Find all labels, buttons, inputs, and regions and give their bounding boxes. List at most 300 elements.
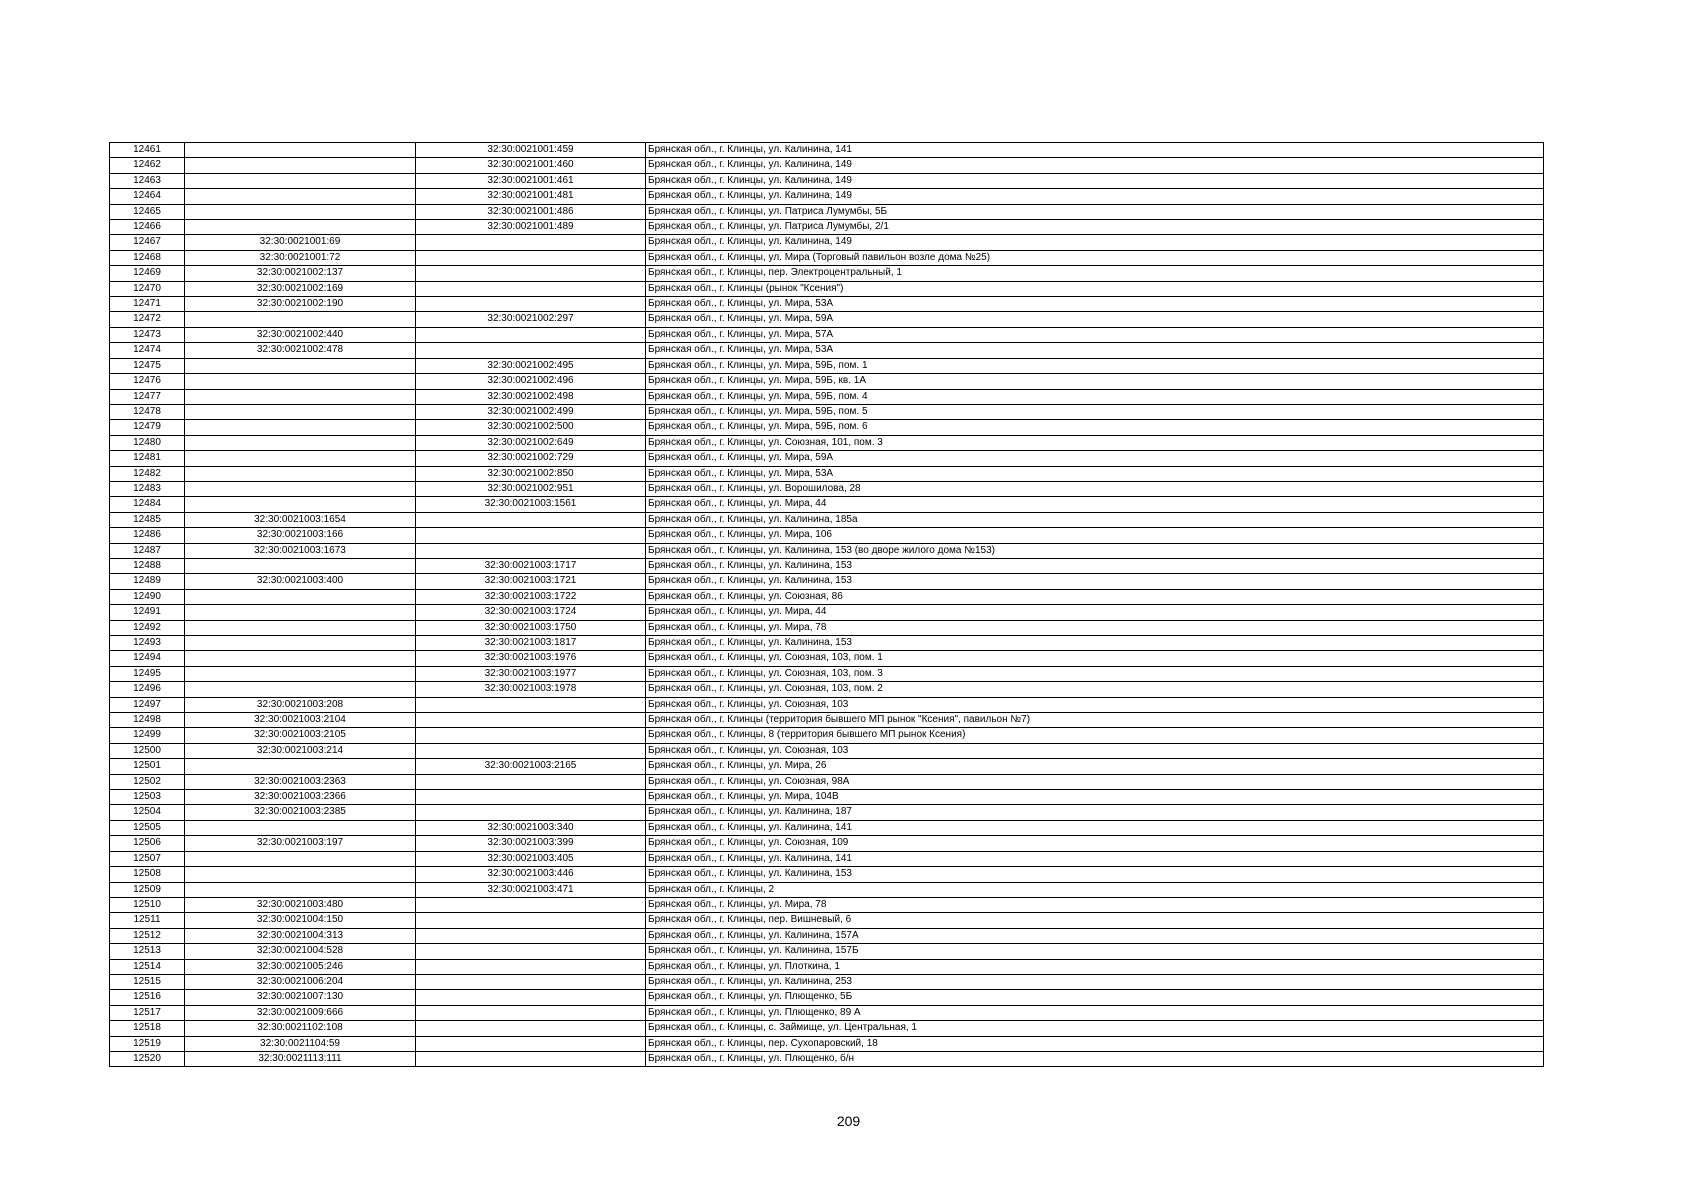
- address-cell: Брянская обл., г. Клинцы, ул. Союзная, 86: [646, 589, 1544, 604]
- table-row: [110, 281, 1544, 296]
- table-row: [110, 143, 1544, 158]
- row-number-cell: 12479: [110, 420, 185, 435]
- cadastral-number-cell: [185, 389, 416, 404]
- address-cell: Брянская обл., г. Клинцы, ул. Союзная, 103: [646, 697, 1544, 712]
- cadastral-number-cell: 32:30:0021113:111: [185, 1051, 416, 1066]
- table-row: [110, 451, 1544, 466]
- cadastral-number-alt-cell: 32:30:0021001:489: [416, 220, 646, 235]
- row-number-cell: 12511: [110, 913, 185, 928]
- address-cell: Брянская обл., г. Клинцы, ул. Мира, 78: [646, 897, 1544, 912]
- row-number-cell: 12480: [110, 435, 185, 450]
- address-cell: Брянская обл., г. Клинцы, ул. Мира (Торговый павильон возле дома №25): [646, 250, 1544, 265]
- cadastral-number-alt-cell: [416, 266, 646, 281]
- row-number-cell: 12486: [110, 528, 185, 543]
- row-number-cell: 12475: [110, 358, 185, 373]
- address-cell: Брянская обл., г. Клинцы, ул. Калинина, 149: [646, 158, 1544, 173]
- address-cell: Брянская обл., г. Клинцы, ул. Калинина, 153 (во дворе жилого дома №153): [646, 543, 1544, 558]
- cadastral-number-cell: [185, 189, 416, 204]
- address-cell: Брянская обл., г. Клинцы, ул. Мира, 59Б, пом. 4: [646, 389, 1544, 404]
- cadastral-number-cell: 32:30:0021102:108: [185, 1021, 416, 1036]
- address-cell: Брянская обл., г. Клинцы, ул. Мира, 59Б, пом. 6: [646, 420, 1544, 435]
- row-number-cell: 12507: [110, 851, 185, 866]
- address-cell: Брянская обл., г. Клинцы (рынок "Ксения"): [646, 281, 1544, 296]
- row-number-cell: 12484: [110, 497, 185, 512]
- address-cell: Брянская обл., г. Клинцы, ул. Калинина, 157Б: [646, 944, 1544, 959]
- address-cell: Брянская обл., г. Клинцы, ул. Калинина, 185а: [646, 512, 1544, 527]
- cadastral-number-cell: 32:30:0021002:190: [185, 297, 416, 312]
- cadastral-number-alt-cell: [416, 528, 646, 543]
- address-cell: Брянская обл., г. Клинцы, ул. Калинина, 153: [646, 636, 1544, 651]
- address-cell: Брянская обл., г. Клинцы, ул. Калинина, 141: [646, 143, 1544, 158]
- cadastral-number-cell: 32:30:0021003:480: [185, 897, 416, 912]
- row-number-cell: 12499: [110, 728, 185, 743]
- cadastral-number-alt-cell: 32:30:0021003:405: [416, 851, 646, 866]
- cadastral-number-cell: 32:30:0021003:2366: [185, 790, 416, 805]
- cadastral-number-cell: 32:30:0021104:59: [185, 1036, 416, 1051]
- table-row: [110, 759, 1544, 774]
- table-row: [110, 389, 1544, 404]
- table-row: [110, 528, 1544, 543]
- row-number-cell: 12515: [110, 974, 185, 989]
- cadastral-number-alt-cell: [416, 743, 646, 758]
- address-cell: Брянская обл., г. Клинцы, ул. Мира, 26: [646, 759, 1544, 774]
- cadastral-number-alt-cell: [416, 1051, 646, 1066]
- cadastral-number-alt-cell: 32:30:0021002:649: [416, 435, 646, 450]
- table-row: [110, 897, 1544, 912]
- cadastral-number-cell: 32:30:0021005:246: [185, 959, 416, 974]
- address-cell: Брянская обл., г. Клинцы, ул. Мира, 44: [646, 497, 1544, 512]
- address-cell: Брянская обл., г. Клинцы, ул. Союзная, 103: [646, 743, 1544, 758]
- row-number-cell: 12498: [110, 713, 185, 728]
- address-cell: Брянская обл., г. Клинцы, ул. Калинина, 149: [646, 173, 1544, 188]
- row-number-cell: 12470: [110, 281, 185, 296]
- cadastral-number-alt-cell: [416, 235, 646, 250]
- cadastral-number-cell: [185, 651, 416, 666]
- cadastral-number-alt-cell: [416, 897, 646, 912]
- cadastral-number-cell: 32:30:0021003:208: [185, 697, 416, 712]
- cadastral-number-alt-cell: 32:30:0021003:1817: [416, 636, 646, 651]
- table-row: [110, 358, 1544, 373]
- address-cell: Брянская обл., г. Клинцы, пер. Вишневый, 6: [646, 913, 1544, 928]
- cadastral-number-alt-cell: [416, 959, 646, 974]
- address-cell: Брянская обл., г. Клинцы, ул. Калинина, 157А: [646, 928, 1544, 943]
- address-cell: Брянская обл., г. Клинцы, ул. Мира, 57А: [646, 327, 1544, 342]
- table-row: [110, 851, 1544, 866]
- row-number-cell: 12513: [110, 944, 185, 959]
- cadastral-number-cell: [185, 466, 416, 481]
- cadastral-number-alt-cell: 32:30:0021003:446: [416, 867, 646, 882]
- table-row: [110, 728, 1544, 743]
- row-number-cell: 12473: [110, 327, 185, 342]
- address-cell: Брянская обл., г. Клинцы, ул. Мира, 53А: [646, 343, 1544, 358]
- address-cell: Брянская обл., г. Клинцы, ул. Калинина, 141: [646, 851, 1544, 866]
- table-row: [110, 343, 1544, 358]
- cadastral-number-alt-cell: 32:30:0021003:1721: [416, 574, 646, 589]
- cadastral-number-cell: [185, 558, 416, 573]
- cadastral-number-alt-cell: 32:30:0021002:850: [416, 466, 646, 481]
- table-row: [110, 836, 1544, 851]
- table-row: [110, 497, 1544, 512]
- address-cell: Брянская обл., г. Клинцы, ул. Мира, 44: [646, 605, 1544, 620]
- cadastral-number-cell: 32:30:0021003:2385: [185, 805, 416, 820]
- row-number-cell: 12516: [110, 990, 185, 1005]
- table-row: [110, 589, 1544, 604]
- table-row: [110, 682, 1544, 697]
- row-number-cell: 12508: [110, 867, 185, 882]
- row-number-cell: 12501: [110, 759, 185, 774]
- address-cell: Брянская обл., г. Клинцы, ул. Калинина, 149: [646, 189, 1544, 204]
- cadastral-number-cell: [185, 820, 416, 835]
- address-cell: Брянская обл., г. Клинцы, ул. Мира, 78: [646, 620, 1544, 635]
- address-cell: Брянская обл., г. Клинцы, ул. Калинина, 153: [646, 558, 1544, 573]
- table-row: [110, 543, 1544, 558]
- address-cell: Брянская обл., г. Клинцы, ул. Патриса Лумумбы, 5Б: [646, 204, 1544, 219]
- table-row: [110, 220, 1544, 235]
- row-number-cell: 12517: [110, 1005, 185, 1020]
- row-number-cell: 12519: [110, 1036, 185, 1051]
- table-row: [110, 805, 1544, 820]
- cadastral-number-alt-cell: 32:30:0021003:1976: [416, 651, 646, 666]
- table-row: [110, 204, 1544, 219]
- address-cell: Брянская обл., г. Клинцы, пер. Электроцентральный, 1: [646, 266, 1544, 281]
- row-number-cell: 12487: [110, 543, 185, 558]
- table-row: [110, 297, 1544, 312]
- cadastral-number-cell: [185, 404, 416, 419]
- cadastral-number-cell: [185, 143, 416, 158]
- cadastral-number-cell: 32:30:0021006:204: [185, 974, 416, 989]
- row-number-cell: 12518: [110, 1021, 185, 1036]
- cadastral-number-alt-cell: [416, 928, 646, 943]
- cadastral-number-cell: 32:30:0021007:130: [185, 990, 416, 1005]
- row-number-cell: 12497: [110, 697, 185, 712]
- address-cell: Брянская обл., г. Клинцы, ул. Калинина, 153: [646, 867, 1544, 882]
- cadastral-number-alt-cell: [416, 790, 646, 805]
- cadastral-number-alt-cell: 32:30:0021002:729: [416, 451, 646, 466]
- table-row: [110, 266, 1544, 281]
- cadastral-number-alt-cell: 32:30:0021002:500: [416, 420, 646, 435]
- address-cell: Брянская обл., г. Клинцы, ул. Союзная, 103, пом. 2: [646, 682, 1544, 697]
- cadastral-number-alt-cell: [416, 543, 646, 558]
- address-cell: Брянская обл., г. Клинцы, ул. Калинина, 253: [646, 974, 1544, 989]
- cadastral-number-cell: [185, 882, 416, 897]
- cadastral-number-alt-cell: [416, 713, 646, 728]
- table-row: [110, 774, 1544, 789]
- table-row: [110, 466, 1544, 481]
- cadastral-number-alt-cell: [416, 512, 646, 527]
- row-number-cell: 12505: [110, 820, 185, 835]
- cadastral-number-alt-cell: [416, 250, 646, 265]
- cadastral-number-alt-cell: 32:30:0021001:486: [416, 204, 646, 219]
- cadastral-number-cell: [185, 312, 416, 327]
- cadastral-number-alt-cell: 32:30:0021001:461: [416, 173, 646, 188]
- address-cell: Брянская обл., г. Клинцы, ул. Мира, 59Б, кв. 1А: [646, 374, 1544, 389]
- table-row: [110, 481, 1544, 496]
- row-number-cell: 12463: [110, 173, 185, 188]
- table-row: [110, 235, 1544, 250]
- cadastral-number-alt-cell: [416, 1021, 646, 1036]
- cadastral-number-cell: [185, 636, 416, 651]
- cadastral-number-cell: [185, 204, 416, 219]
- address-cell: Брянская обл., г. Клинцы, ул. Союзная, 103, пом. 1: [646, 651, 1544, 666]
- row-number-cell: 12510: [110, 897, 185, 912]
- table-row: [110, 574, 1544, 589]
- cadastral-number-cell: [185, 682, 416, 697]
- cadastral-number-cell: [185, 358, 416, 373]
- address-cell: Брянская обл., г. Клинцы, ул. Патриса Лумумбы, 2/1: [646, 220, 1544, 235]
- address-cell: Брянская обл., г. Клинцы, ул. Мира, 106: [646, 528, 1544, 543]
- address-cell: Брянская обл., г. Клинцы, 8 (территория бывшего МП рынок Ксения): [646, 728, 1544, 743]
- cadastral-number-alt-cell: 32:30:0021003:1717: [416, 558, 646, 573]
- table-row: [110, 1051, 1544, 1066]
- cadastral-number-alt-cell: 32:30:0021003:2165: [416, 759, 646, 774]
- cadastral-number-cell: [185, 158, 416, 173]
- table-row: [110, 867, 1544, 882]
- cadastral-number-cell: 32:30:0021004:528: [185, 944, 416, 959]
- address-cell: Брянская обл., г. Клинцы, ул. Союзная, 109: [646, 836, 1544, 851]
- address-cell: Брянская обл., г. Клинцы, ул. Мира, 104В: [646, 790, 1544, 805]
- cadastral-number-alt-cell: 32:30:0021002:495: [416, 358, 646, 373]
- cadastral-number-alt-cell: 32:30:0021003:1561: [416, 497, 646, 512]
- table-row: [110, 250, 1544, 265]
- address-cell: Брянская обл., г. Клинцы, ул. Мира, 53А: [646, 297, 1544, 312]
- address-cell: Брянская обл., г. Клинцы, с. Займище, ул. Центральная, 1: [646, 1021, 1544, 1036]
- cadastral-number-cell: 32:30:0021004:150: [185, 913, 416, 928]
- table-row: [110, 374, 1544, 389]
- row-number-cell: 12477: [110, 389, 185, 404]
- cadastral-number-cell: 32:30:0021003:1654: [185, 512, 416, 527]
- cadastral-number-cell: [185, 605, 416, 620]
- cadastral-number-alt-cell: [416, 1005, 646, 1020]
- cadastral-number-alt-cell: 32:30:0021002:297: [416, 312, 646, 327]
- cadastral-number-cell: 32:30:0021002:440: [185, 327, 416, 342]
- cadastral-number-alt-cell: [416, 990, 646, 1005]
- cadastral-number-cell: [185, 759, 416, 774]
- cadastral-number-alt-cell: 32:30:0021003:1977: [416, 666, 646, 681]
- row-number-cell: 12514: [110, 959, 185, 974]
- row-number-cell: 12504: [110, 805, 185, 820]
- row-number-cell: 12476: [110, 374, 185, 389]
- address-cell: Брянская обл., г. Клинцы, ул. Плоткина, 1: [646, 959, 1544, 974]
- cadastral-number-cell: [185, 589, 416, 604]
- row-number-cell: 12494: [110, 651, 185, 666]
- cadastral-number-alt-cell: 32:30:0021001:459: [416, 143, 646, 158]
- cadastral-number-alt-cell: 32:30:0021001:460: [416, 158, 646, 173]
- cadastral-number-cell: [185, 497, 416, 512]
- table-row: [110, 558, 1544, 573]
- table-row: [110, 327, 1544, 342]
- table-row: [110, 882, 1544, 897]
- cadastral-number-cell: 32:30:0021004:313: [185, 928, 416, 943]
- cadastral-number-cell: 32:30:0021002:169: [185, 281, 416, 296]
- cadastral-number-cell: [185, 666, 416, 681]
- table-row: [110, 713, 1544, 728]
- table-row: [110, 1036, 1544, 1051]
- records-table: [109, 142, 1544, 1067]
- table-row: [110, 189, 1544, 204]
- row-number-cell: 12503: [110, 790, 185, 805]
- row-number-cell: 12509: [110, 882, 185, 897]
- cadastral-number-alt-cell: 32:30:0021003:1722: [416, 589, 646, 604]
- table-row: [110, 512, 1544, 527]
- table-row: [110, 1005, 1544, 1020]
- cadastral-number-cell: 32:30:0021003:2105: [185, 728, 416, 743]
- cadastral-number-cell: 32:30:0021003:1673: [185, 543, 416, 558]
- row-number-cell: 12488: [110, 558, 185, 573]
- cadastral-number-cell: 32:30:0021003:214: [185, 743, 416, 758]
- cadastral-number-alt-cell: [416, 728, 646, 743]
- cadastral-number-alt-cell: [416, 343, 646, 358]
- cadastral-number-alt-cell: [416, 281, 646, 296]
- row-number-cell: 12472: [110, 312, 185, 327]
- address-cell: Брянская обл., г. Клинцы, ул. Мира, 53А: [646, 466, 1544, 481]
- address-cell: Брянская обл., г. Клинцы, ул. Союзная, 98А: [646, 774, 1544, 789]
- address-cell: Брянская обл., г. Клинцы, ул. Мира, 59Б, пом. 1: [646, 358, 1544, 373]
- row-number-cell: 12502: [110, 774, 185, 789]
- address-cell: Брянская обл., г. Клинцы, ул. Мира, 59Б, пом. 5: [646, 404, 1544, 419]
- cadastral-number-cell: 32:30:0021003:2104: [185, 713, 416, 728]
- address-cell: Брянская обл., г. Клинцы, ул. Калинина, 153: [646, 574, 1544, 589]
- cadastral-number-alt-cell: 32:30:0021003:1750: [416, 620, 646, 635]
- row-number-cell: 12469: [110, 266, 185, 281]
- cadastral-number-cell: 32:30:0021009:666: [185, 1005, 416, 1020]
- row-number-cell: 12466: [110, 220, 185, 235]
- table-row: [110, 959, 1544, 974]
- cadastral-number-cell: 32:30:0021003:197: [185, 836, 416, 851]
- table-row: [110, 790, 1544, 805]
- row-number-cell: 12468: [110, 250, 185, 265]
- table-row: [110, 404, 1544, 419]
- address-cell: Брянская обл., г. Клинцы, ул. Калинина, 141: [646, 820, 1544, 835]
- cadastral-number-cell: 32:30:0021003:2363: [185, 774, 416, 789]
- row-number-cell: 12474: [110, 343, 185, 358]
- cadastral-number-cell: 32:30:0021003:400: [185, 574, 416, 589]
- table-row: [110, 944, 1544, 959]
- address-cell: Брянская обл., г. Клинцы (территория бывшего МП рынок "Ксения", павильон №7): [646, 713, 1544, 728]
- row-number-cell: 12464: [110, 189, 185, 204]
- table-row: [110, 158, 1544, 173]
- table-row: [110, 820, 1544, 835]
- cadastral-number-cell: [185, 451, 416, 466]
- address-cell: Брянская обл., г. Клинцы, ул. Союзная, 101, пом. 3: [646, 435, 1544, 450]
- cadastral-number-cell: [185, 220, 416, 235]
- row-number-cell: 12512: [110, 928, 185, 943]
- table-row: [110, 666, 1544, 681]
- cadastral-number-alt-cell: [416, 774, 646, 789]
- cadastral-number-cell: 32:30:0021001:72: [185, 250, 416, 265]
- row-number-cell: 12496: [110, 682, 185, 697]
- row-number-cell: 12461: [110, 143, 185, 158]
- table-row: [110, 636, 1544, 651]
- row-number-cell: 12481: [110, 451, 185, 466]
- cadastral-number-alt-cell: [416, 913, 646, 928]
- row-number-cell: 12483: [110, 481, 185, 496]
- cadastral-number-cell: 32:30:0021001:69: [185, 235, 416, 250]
- table-row: [110, 605, 1544, 620]
- cadastral-number-alt-cell: 32:30:0021002:499: [416, 404, 646, 419]
- address-cell: Брянская обл., г. Клинцы, ул. Плющенко, 89 А: [646, 1005, 1544, 1020]
- cadastral-number-alt-cell: [416, 805, 646, 820]
- address-cell: Брянская обл., г. Клинцы, пер. Сухопаровский, 18: [646, 1036, 1544, 1051]
- table-row: [110, 697, 1544, 712]
- cadastral-number-alt-cell: 32:30:0021001:481: [416, 189, 646, 204]
- address-cell: Брянская обл., г. Клинцы, ул. Мира, 59А: [646, 312, 1544, 327]
- table-row: [110, 173, 1544, 188]
- table-row: [110, 990, 1544, 1005]
- row-number-cell: 12471: [110, 297, 185, 312]
- cadastral-number-cell: [185, 867, 416, 882]
- cadastral-number-alt-cell: [416, 297, 646, 312]
- address-cell: Брянская обл., г. Клинцы, ул. Плющенко, 5Б: [646, 990, 1544, 1005]
- cadastral-number-alt-cell: 32:30:0021003:471: [416, 882, 646, 897]
- row-number-cell: 12490: [110, 589, 185, 604]
- table-row: [110, 1021, 1544, 1036]
- row-number-cell: 12482: [110, 466, 185, 481]
- address-cell: Брянская обл., г. Клинцы, ул. Калинина, 149: [646, 235, 1544, 250]
- row-number-cell: 12520: [110, 1051, 185, 1066]
- row-number-cell: 12506: [110, 836, 185, 851]
- row-number-cell: 12485: [110, 512, 185, 527]
- address-cell: Брянская обл., г. Клинцы, 2: [646, 882, 1544, 897]
- cadastral-number-cell: [185, 435, 416, 450]
- cadastral-number-cell: [185, 420, 416, 435]
- row-number-cell: 12492: [110, 620, 185, 635]
- cadastral-number-cell: [185, 851, 416, 866]
- address-cell: Брянская обл., г. Клинцы, ул. Плющенко, б/н: [646, 1051, 1544, 1066]
- cadastral-number-cell: [185, 481, 416, 496]
- cadastral-number-alt-cell: [416, 1036, 646, 1051]
- page-number: 209: [836, 1113, 861, 1129]
- table-row: [110, 928, 1544, 943]
- cadastral-number-cell: 32:30:0021003:166: [185, 528, 416, 543]
- table-row: [110, 620, 1544, 635]
- address-cell: Брянская обл., г. Клинцы, ул. Мира, 59А: [646, 451, 1544, 466]
- row-number-cell: 12465: [110, 204, 185, 219]
- cadastral-number-cell: 32:30:0021002:478: [185, 343, 416, 358]
- address-cell: Брянская обл., г. Клинцы, ул. Союзная, 103, пом. 3: [646, 666, 1544, 681]
- row-number-cell: 12491: [110, 605, 185, 620]
- table-row: [110, 651, 1544, 666]
- cadastral-number-cell: [185, 173, 416, 188]
- table-row: [110, 913, 1544, 928]
- row-number-cell: 12495: [110, 666, 185, 681]
- row-number-cell: 12489: [110, 574, 185, 589]
- cadastral-number-alt-cell: [416, 974, 646, 989]
- row-number-cell: 12467: [110, 235, 185, 250]
- row-number-cell: 12493: [110, 636, 185, 651]
- cadastral-number-cell: 32:30:0021002:137: [185, 266, 416, 281]
- row-number-cell: 12462: [110, 158, 185, 173]
- table-row: [110, 420, 1544, 435]
- table-row: [110, 743, 1544, 758]
- table-row: [110, 312, 1544, 327]
- cadastral-number-alt-cell: 32:30:0021002:951: [416, 481, 646, 496]
- cadastral-number-cell: [185, 374, 416, 389]
- cadastral-number-alt-cell: 32:30:0021003:1724: [416, 605, 646, 620]
- row-number-cell: 12478: [110, 404, 185, 419]
- table-row: [110, 435, 1544, 450]
- cadastral-number-alt-cell: 32:30:0021003:399: [416, 836, 646, 851]
- address-cell: Брянская обл., г. Клинцы, ул. Калинина, 187: [646, 805, 1544, 820]
- cadastral-number-alt-cell: [416, 697, 646, 712]
- cadastral-number-cell: [185, 620, 416, 635]
- cadastral-number-alt-cell: 32:30:0021003:340: [416, 820, 646, 835]
- records-table-body: [110, 143, 1544, 1067]
- cadastral-number-alt-cell: [416, 944, 646, 959]
- address-cell: Брянская обл., г. Клинцы, ул. Ворошилова, 28: [646, 481, 1544, 496]
- cadastral-number-alt-cell: 32:30:0021003:1978: [416, 682, 646, 697]
- table-row: [110, 974, 1544, 989]
- cadastral-number-alt-cell: 32:30:0021002:498: [416, 389, 646, 404]
